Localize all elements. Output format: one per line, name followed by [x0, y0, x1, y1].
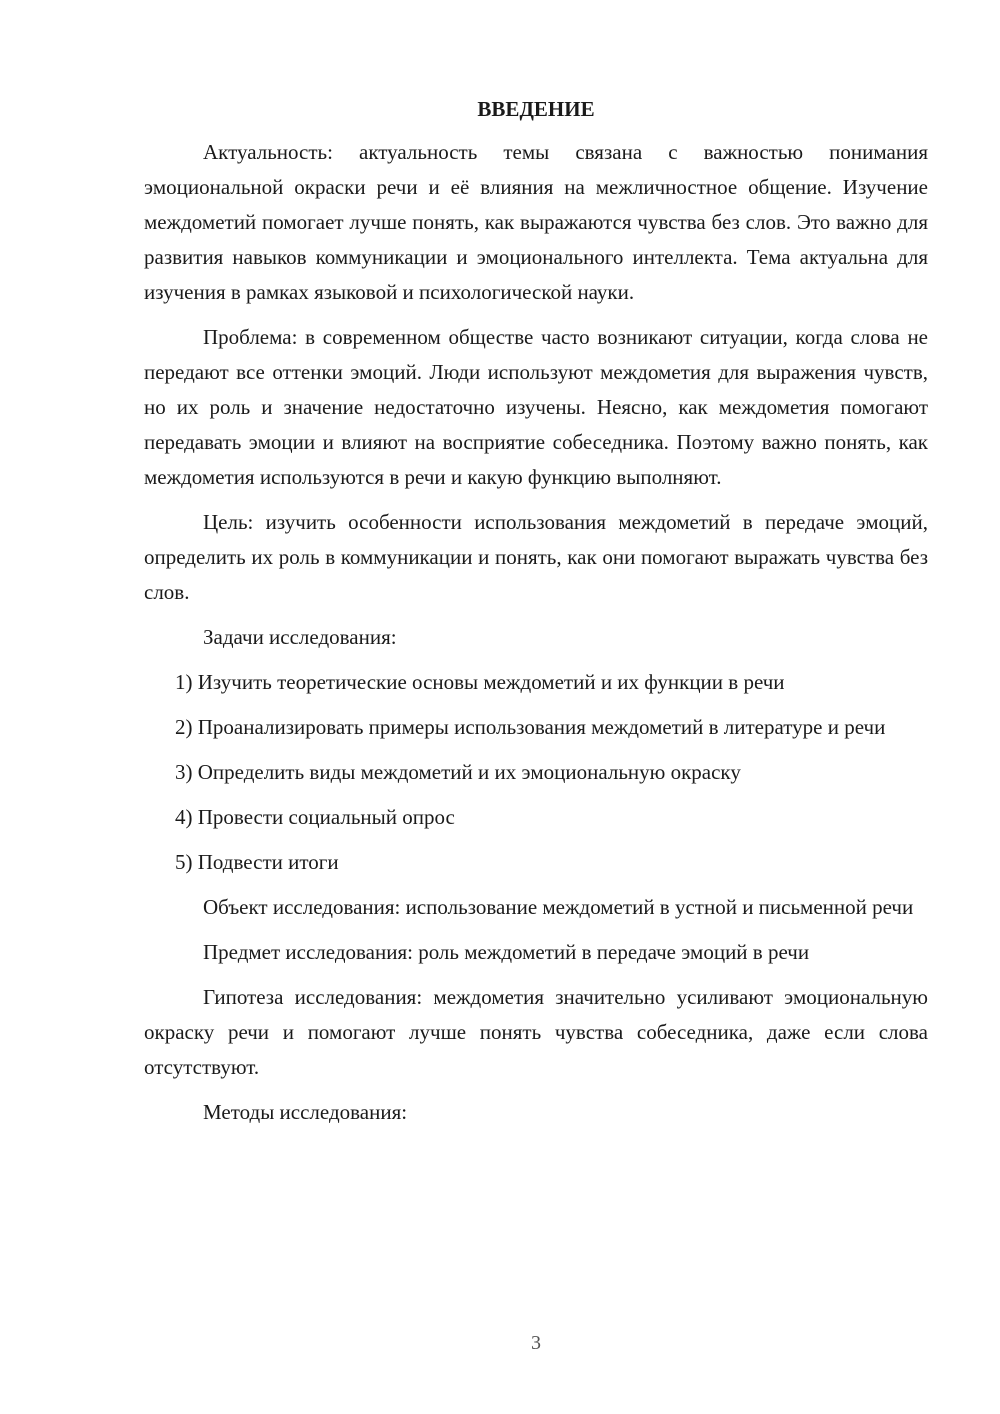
hypothesis-paragraph: Гипотеза исследования: междометия значительно усиливают эмоциональную окраску речи и помогают лучше понять чувства собеседника, даже если слова отсутствуют.	[144, 985, 928, 1079]
goal-paragraph: Цель: изучить особенности использования междометий в передаче эмоций, определить их роль в коммуникации и понять, как они помогают выражать чувства без слов.	[144, 510, 928, 604]
task-item-5: 5) Подвести итоги	[175, 850, 339, 874]
methods-heading: Методы исследования:	[203, 1100, 408, 1124]
page-number: 3	[531, 1332, 541, 1354]
task-item-4: 4) Провести социальный опрос	[175, 805, 455, 829]
tasks-heading: Задачи исследования:	[203, 625, 397, 649]
object-paragraph: Объект исследования: использование междометий в устной и письменной речи	[203, 895, 914, 919]
document-page	[144, 92, 928, 1140]
task-item-3: 3) Определить виды междометий и их эмоциональную окраску	[175, 760, 741, 784]
relevance-paragraph: Актуальность: актуальность темы связана с важностью понимания эмоциональной окраски речи и её влияния на межличностное общение. Изучение междометий помогает лучше понять, как выражаются чувства без слов. Это важно для развития навыков коммуникации и эмоционального интеллекта. Тема актуальна для изучения в рамках языковой и психологической науки.	[144, 140, 928, 304]
task-item-2: 2) Проанализировать примеры использования междометий в литературе и речи	[175, 715, 886, 739]
problem-paragraph: Проблема: в современном обществе часто возникают ситуации, когда слова не передают все оттенки эмоций. Люди используют междометия для выражения чувств, но их роль и значение недостаточно изучены. Неясно, как междометия помогают передавать эмоции и влияют на восприятие собеседника. Поэтому важно понять, как междометия используются в речи и какую функцию выполняют.	[144, 325, 928, 489]
section-title: ВВЕДЕНИЕ	[477, 97, 595, 121]
task-item-1: 1) Изучить теоретические основы междометий и их функции в речи	[175, 670, 785, 694]
subject-paragraph: Предмет исследования: роль междометий в передаче эмоций в речи	[203, 940, 810, 964]
